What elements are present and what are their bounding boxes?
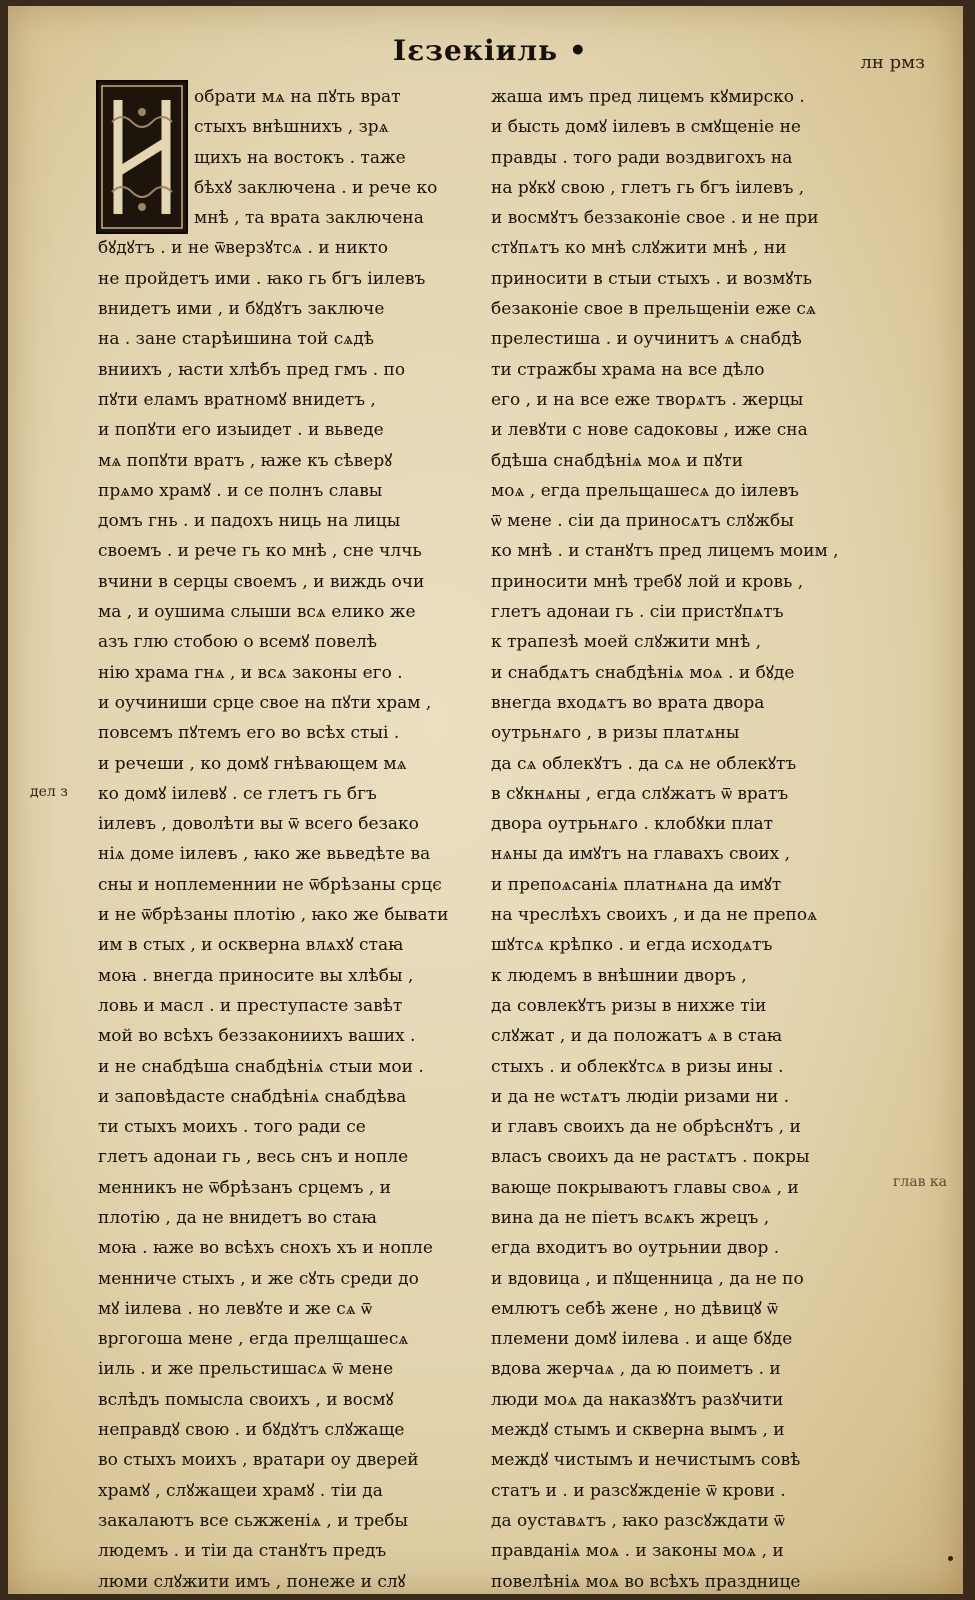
text-line: правданіѧ моѧ . и законы моѧ , и xyxy=(491,1541,784,1562)
text-line: вчини в серцы своемъ , и виждь очи xyxy=(98,571,425,592)
text-line: и препоѧсаніѧ платнѧна да имꙋт xyxy=(491,874,782,895)
text-line: мѧ попꙋти вратъ , ꙗже къ сѣверꙋ xyxy=(98,450,393,471)
text-line: и не снабдѣша снабдѣніѧ стыи мои . xyxy=(98,1056,424,1077)
text-line: моꙗ . ꙗже во всѣхъ снохъ хъ и нопле xyxy=(98,1238,433,1259)
text-line: пꙋти еламъ вратномꙋ внидетъ , xyxy=(98,389,376,410)
text-line: ніѧ доме іилевъ , ꙗко же вьведѣте ва xyxy=(98,844,431,865)
text-line: да совлекꙋтъ ризы в нихже тіи xyxy=(491,995,767,1016)
text-line: повелѣніѧ моѧ во всѣхъ празднице xyxy=(491,1571,801,1592)
margin-reference-right: глав ка xyxy=(893,1174,948,1190)
text-line: и да не ѡстѧтъ людіи ризами ни . xyxy=(491,1086,790,1107)
text-line: и восмꙋтъ беззаконіе свое . и не при xyxy=(491,208,819,229)
text-line: слꙋжат , и да положатъ ѧ в стаꙗ xyxy=(491,1026,783,1047)
text-line: и вдовица , и пꙋщенница , да не по xyxy=(491,1268,804,1289)
text-line: и не ѿбрѣзаны плотію , ꙗко же бывати xyxy=(98,905,449,926)
text-line: моѧ , егда прельщашесѧ до іилевъ xyxy=(491,480,799,501)
text-line: власъ своихъ да не растѧтъ . покры xyxy=(491,1147,810,1168)
text-line: азъ глю стобою о всемꙋ повелѣ xyxy=(98,632,378,653)
text-line: неправдꙋ свою . и бꙋдꙋтъ слꙋжаще xyxy=(98,1420,405,1441)
text-line: мнѣ , та врата заключена xyxy=(194,208,424,229)
text-line: ѿ мене . сіи да приносѧтъ слꙋжбы xyxy=(491,511,794,532)
text-line: и попꙋти его изыидет . и вьведе xyxy=(98,420,384,441)
text-line: іилевъ , доволѣти вы ѿ всего безако xyxy=(98,814,419,835)
text-line: людемъ . и тіи да станꙋтъ предъ xyxy=(98,1541,387,1562)
text-line: ти стражбы храма на все дѣло xyxy=(491,359,765,380)
text-line: вающе покрываютъ главы своѧ , и xyxy=(491,1177,799,1198)
text-line: бѣхꙋ заключена . и рече ко xyxy=(194,177,438,198)
text-line: и снабдѧтъ снабдѣніѧ моѧ . и бꙋде xyxy=(491,662,795,683)
text-line: люми слꙋжити имъ , понеже и слꙋ xyxy=(98,1571,406,1592)
text-line: не пройдетъ ими . ꙗко гь бгъ іилевъ xyxy=(98,268,426,289)
text-line: в сꙋкнѧны , егда слꙋжатъ ѿ вратъ xyxy=(491,783,789,804)
text-line: междꙋ чистымъ и нечистымъ совѣ xyxy=(491,1450,801,1471)
text-line: внидетъ ими , и бꙋдꙋтъ заключе xyxy=(98,299,385,320)
text-line: и левꙋти с нове садоковы , иже сна xyxy=(491,420,808,441)
text-line: обрати мѧ на пꙋть врат xyxy=(194,87,401,107)
margin-reference-left: дел з xyxy=(30,784,68,800)
text-line: щихъ на востокъ . таже xyxy=(194,147,406,168)
text-line: ма , и оушима слыши всѧ елико же xyxy=(98,602,416,623)
text-line: и бысть домꙋ іилевъ в смꙋщеніе не xyxy=(491,117,801,138)
text-line: іиль . и же прельстишасѧ ѿ мене xyxy=(98,1359,394,1380)
text-line: мꙋ іилева . но левꙋте и же сѧ ѿ xyxy=(98,1298,372,1319)
text-line: стыхъ внѣшнихъ , зрѧ xyxy=(194,117,389,138)
running-title: Ιεзекіиль • xyxy=(393,34,588,67)
text-line: статъ и . и разсꙋжденіе ѿ крови . xyxy=(491,1480,786,1501)
text-line: и речеши , ко домꙋ гнѣвающем мѧ xyxy=(98,753,407,774)
paper-spot xyxy=(948,1556,953,1561)
text-line: на чреслѣхъ своихъ , и да не препоѧ xyxy=(491,905,818,926)
text-line: домъ гнь . и падохъ ниць на лицы xyxy=(98,511,401,532)
folio-number: лн рмз xyxy=(860,52,925,73)
text-line: на рꙋкꙋ свою , глетъ гь бгъ іилевъ , xyxy=(491,177,805,198)
text-line: ко домꙋ іилевꙋ . се глетъ гь бгъ xyxy=(98,783,377,804)
text-line: во стыхъ моихъ , вратари оу дверей xyxy=(98,1450,419,1471)
text-line: бꙋдꙋтъ . и не ѿверзꙋтсѧ . и никто xyxy=(98,238,388,259)
text-line: бдѣша снабдѣніѧ моѧ и пꙋти xyxy=(491,450,744,471)
text-line: вдова жерчаѧ , да ю поиметъ . и xyxy=(491,1359,781,1380)
text-line: егда входитъ во оутрьнии двор . xyxy=(491,1238,780,1259)
text-line: жаша имъ пред лицемъ кꙋмирско . xyxy=(491,87,805,107)
text-line: глетъ адонаи гь . сіи пристꙋпѧтъ xyxy=(491,602,784,623)
text-line: ко мнѣ . и станꙋтъ пред лицемъ моим , xyxy=(491,541,839,562)
text-line: повсемъ пꙋтемъ его во всѣх стыі . xyxy=(98,723,400,744)
text-line: к трапезѣ моей слꙋжити мнѣ , xyxy=(491,632,762,653)
text-line: междꙋ стымъ и скверна вымъ , и xyxy=(491,1420,785,1441)
text-line: да оуставѧтъ , ꙗко разсꙋждати ѿ xyxy=(491,1510,785,1531)
text-line: емлютъ себѣ жене , но дѣвицꙋ ѿ xyxy=(491,1298,778,1319)
text-line: приносити в стыи стыхъ . и возмꙋть xyxy=(491,268,813,289)
text-line: к людемъ в внѣшнии дворъ , xyxy=(491,965,747,986)
text-line: приносити мнѣ требꙋ лой и кровь , xyxy=(491,571,804,592)
text-line: мой во всѣхъ беззакониихъ ваших . xyxy=(98,1026,416,1047)
text-line: да сѧ облекꙋтъ . да сѧ не облекꙋтъ xyxy=(491,753,797,774)
text-line: вниихъ , ꙗсти хлѣбъ пред гмъ . по xyxy=(98,359,406,380)
text-line: ловь и масл . и преступасте завѣт xyxy=(98,995,403,1016)
text-line: безаконіе свое в прельщеніи еже сѧ xyxy=(491,299,816,320)
text-line: стꙋпѧтъ ко мнѣ слꙋжити мнѣ , ни xyxy=(491,238,787,259)
left-text-column xyxy=(98,82,480,1597)
text-line: ти стыхъ моихъ . того ради се xyxy=(98,1117,366,1138)
text-line: и главъ своихъ да не обрѣснꙋтъ , и xyxy=(491,1117,801,1138)
text-line: менникъ не ѿбрѣзанъ срцемъ , и xyxy=(98,1177,391,1198)
text-line: внегда входѧтъ во врата двора xyxy=(491,692,765,713)
text-line: его , и на все еже творѧтъ . жерцы xyxy=(491,389,804,410)
text-line: своемъ . и рече гь ко мнѣ , сне члчь xyxy=(98,541,422,562)
text-line: оутрьнѧго , в ризы платѧны xyxy=(491,723,740,744)
text-line: шꙋтсѧ крѣпко . и егда исходѧтъ xyxy=(491,935,773,956)
text-line: глетъ адонаи гь , весь снъ и нопле xyxy=(98,1147,409,1168)
page-header xyxy=(8,34,963,74)
text-line: и заповѣдасте снабдѣніѧ снабдѣва xyxy=(98,1086,407,1107)
text-line: вина да не піетъ всѧкъ жрецъ , xyxy=(491,1207,770,1228)
text-line: закалаютъ все сьжженіѧ , и требы xyxy=(98,1510,409,1531)
text-line: плотію , да не внидетъ во стаꙗ xyxy=(98,1207,377,1228)
text-line: вслѣдъ помысла своихъ , и восмꙋ xyxy=(98,1389,394,1410)
text-line: на . зане старѣишина той сѧдѣ xyxy=(98,329,375,350)
book-page xyxy=(8,6,963,1594)
text-line: прѧмо храмꙋ . и се полнъ славы xyxy=(98,480,383,501)
text-line: менниче стыхъ , и же сꙋть среди до xyxy=(98,1268,419,1289)
right-text-column xyxy=(491,82,861,1597)
text-line: прелестиша . и оучинитъ ѧ снабдѣ xyxy=(491,329,802,350)
text-line: сны и ноплеменнии не ѿбрѣзаны срцє xyxy=(98,874,442,895)
text-line: нію храма гнѧ , и всѧ законы его . xyxy=(98,662,403,683)
text-line: храмꙋ , слꙋжащеи храмꙋ . тіи да xyxy=(98,1480,383,1501)
text-line: вргогоша мене , егда прелщашесѧ xyxy=(98,1329,409,1350)
text-line: двора оутрьнѧго . клобꙋки плат xyxy=(491,814,774,835)
text-line: моꙗ . внегда приносите вы хлѣбы , xyxy=(98,965,414,986)
text-line: люди моѧ да наказꙋꙋтъ разꙋчити xyxy=(491,1389,784,1410)
text-line: племени домꙋ іилева . и аще бꙋде xyxy=(491,1329,793,1350)
text-line: им в стых , и оскверна влѧхꙋ стаꙗ xyxy=(98,935,404,956)
text-line: и оучиниши срце свое на пꙋти храм , xyxy=(98,692,432,713)
text-line: нѧны да имꙋтъ на главахъ своих , xyxy=(491,844,791,865)
text-line: стыхъ . и облекꙋтсѧ в ризы ины . xyxy=(491,1056,784,1077)
text-line: правды . того ради воздвигохъ на xyxy=(491,147,793,168)
